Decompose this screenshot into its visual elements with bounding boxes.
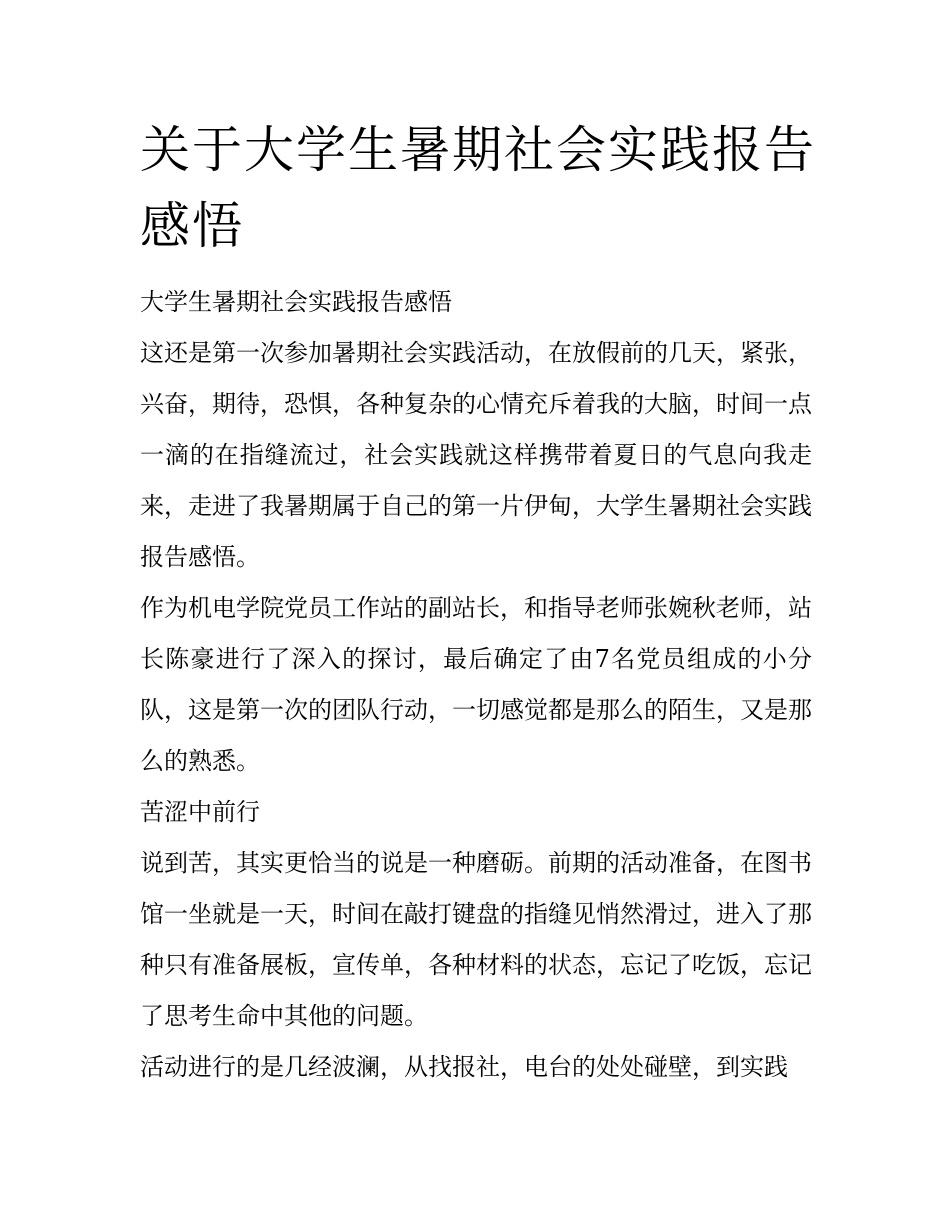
body-paragraph: 这还是第一次参加暑期社会实践活动，在放假前的几天，紧张，兴奋，期待，恐惧，各种复杂的心情充斥着我的大脑，时间一点一滴的在指缝流过，社会实践就这样携带着夏日的气息向我走来，走进了我暑期属于自己的第一片伊甸，大学生暑期社会实践报告感悟。: [140, 339, 812, 571]
document-title: 关于大学生暑期社会实践报告感悟: [140, 121, 816, 255]
body-paragraph: 活动进行的是几经波澜，从找报社，电台的处处碰壁，到实践: [140, 1053, 788, 1081]
body-paragraph: 作为机电学院党员工作站的副站长，和指导老师张婉秋老师，站长陈豪进行了深入的探讨，最后确定了由7名党员组成的小分队，这是第一次的团队行动，一切感觉都是那么的陌生，又是那么的熟悉。: [140, 594, 812, 775]
section-heading: 苦涩中前行: [140, 798, 260, 826]
body-paragraph: 说到苦，其实更恰当的说是一种磨砺。前期的活动准备，在图书馆一坐就是一天，时间在敲打键盘的指缝见悄然滑过，进入了那种只有准备展板，宣传单，各种材料的状态，忘记了吃饭，忘记了思考生命中其他的问题。: [140, 849, 812, 1030]
subtitle-paragraph: 大学生暑期社会实践报告感悟: [140, 288, 452, 316]
document-body: [140, 277, 812, 1093]
